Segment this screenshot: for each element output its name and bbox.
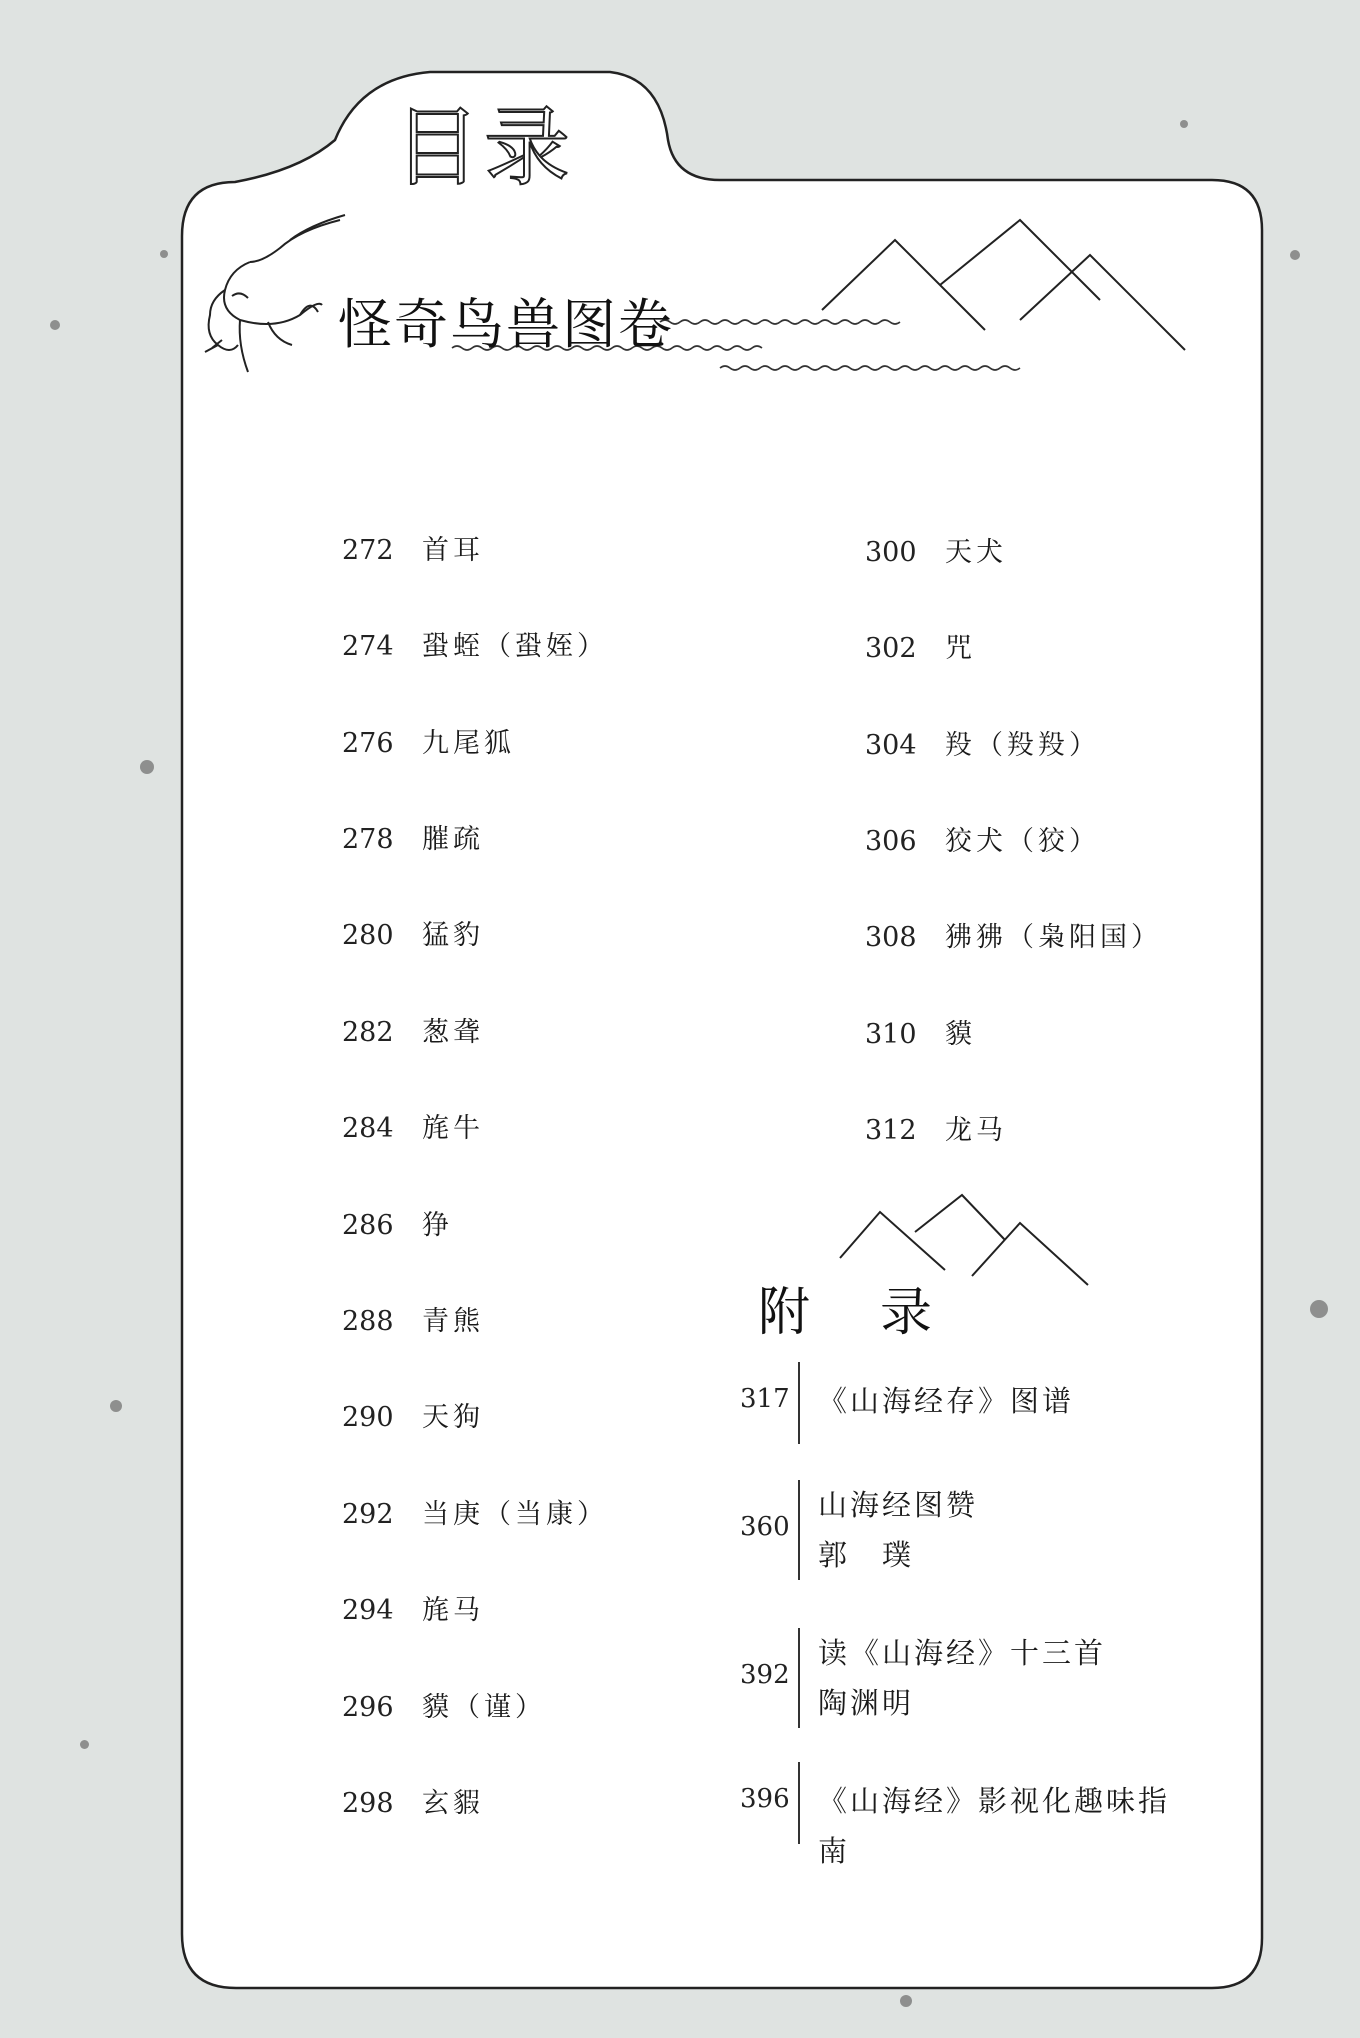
toc-entry[interactable]: 304 羖（羖羖） — [865, 730, 1100, 761]
appendix-title: 附录 — [758, 1283, 1003, 1343]
toc-entry[interactable]: 284 旄牛 — [342, 1113, 484, 1144]
toc-entry[interactable]: 290 天狗 — [342, 1402, 484, 1433]
toc-entry[interactable]: 286 狰 — [342, 1210, 453, 1241]
toc-entry[interactable]: 300 天犬 — [865, 537, 1007, 568]
page-title: 目录 — [394, 98, 574, 198]
divider — [798, 1628, 800, 1728]
section-title: 怪奇鸟兽图卷 — [338, 293, 674, 356]
toc-entry[interactable]: 292 当庚（当康） — [342, 1499, 608, 1530]
toc-entry[interactable]: 274 蛩蛭（蛩姪） — [342, 631, 608, 662]
toc-entry[interactable]: 272 首耳 — [342, 535, 484, 566]
toc-entry[interactable]: 312 龙马 — [865, 1115, 1007, 1146]
toc-entry[interactable]: 306 狡犬（狡） — [865, 826, 1100, 857]
toc-entry[interactable]: 298 玄貑 — [342, 1788, 484, 1819]
appendix-entry[interactable]: 317 《山海经存》图谱 — [740, 1362, 1200, 1444]
toc-entry[interactable]: 310 貘 — [865, 1019, 976, 1050]
toc-entry[interactable]: 294 旄马 — [342, 1595, 484, 1626]
divider — [798, 1762, 800, 1844]
toc-entry[interactable]: 308 狒狒（枭阳国） — [865, 922, 1162, 953]
appendix-entry[interactable]: 360 山海经图赞 郭 璞 — [740, 1480, 1200, 1580]
toc-entry[interactable]: 296 貘（谨） — [342, 1692, 546, 1723]
toc-entry[interactable]: 276 九尾狐 — [342, 728, 515, 759]
toc-entry[interactable]: 282 葱聋 — [342, 1017, 484, 1048]
toc-entry[interactable]: 278 膗疏 — [342, 824, 484, 855]
appendix-entry[interactable]: 396 《山海经》影视化趣味指南 — [740, 1762, 1200, 1844]
toc-entry[interactable]: 288 青熊 — [342, 1306, 484, 1337]
toc-entry[interactable]: 302 咒 — [865, 633, 976, 664]
divider — [798, 1480, 800, 1580]
divider — [798, 1362, 800, 1444]
toc-entry[interactable]: 280 猛豹 — [342, 920, 484, 951]
appendix-entry[interactable]: 392 读《山海经》十三首 陶渊明 — [740, 1628, 1200, 1728]
